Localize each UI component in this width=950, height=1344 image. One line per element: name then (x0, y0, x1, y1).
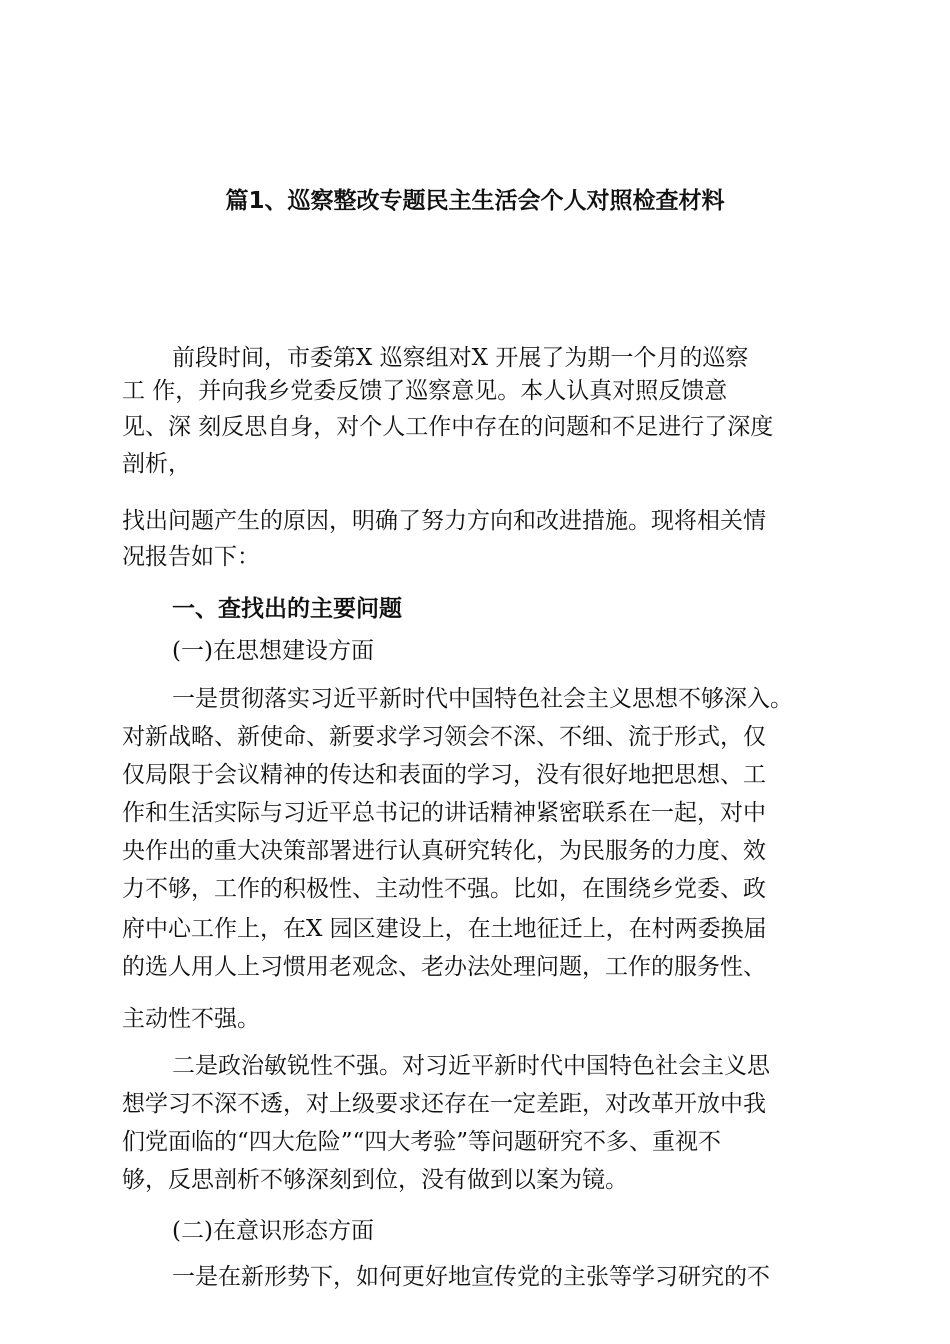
paragraph-line: 对新战略、新使命、新要求学习领会不深、不细、流于形式，仅 (122, 724, 766, 750)
paragraph-line: 够，反思剖析不够深刻到位，没有做到以案为镜。 (122, 1167, 628, 1193)
paragraph-line: 们党面临的“四大危险”“四大考验”等问题研究不多、重视不 (122, 1129, 722, 1155)
paragraph-line: 见、深 刻反思自身，对个人工作中存在的问题和不足进行了深度 (122, 414, 774, 440)
paragraph-line: 工 作，并向我乡党委反馈了巡察意见。本人认真对照反馈意 (122, 378, 728, 404)
paragraph-line: 一是在新形势下，如何更好地宣传党的主张等学习研究的不 (172, 1264, 770, 1290)
paragraph-line: 作和生活实际与习近平总书记的讲话精神紧密联系在一起，对中 (122, 800, 766, 826)
paragraph-line: 力不够，工作的积极性、主动性不强。比如，在围绕乡党委、政 (122, 876, 766, 902)
paragraph-line: 的选人用人上习惯用老观念、老办法处理问题，工作的服务性、 (122, 954, 766, 980)
paragraph-line: 一是贯彻落实习近平新时代中国特色社会主义思想不够深入。 (172, 686, 793, 712)
subsection-heading: (二)在意识形态方面 (172, 1218, 374, 1244)
paragraph-line: 况报告如下： (122, 544, 260, 570)
section-heading: 一、查找出的主要问题 (172, 596, 402, 622)
paragraph-line: 二是政治敏锐性不强。对习近平新时代中国特色社会主义思 (172, 1053, 770, 1079)
paragraph-line: 央作出的重大决策部署进行认真研究转化，为民服务的力度、效 (122, 838, 766, 864)
paragraph-line: 仅局限于会议精神的传达和表面的学习，没有很好地把思想、工 (122, 762, 766, 788)
subsection-heading: (一)在思想建设方面 (172, 638, 374, 664)
paragraph-line: 府中心工作上，在X 园区建设上，在土地征迁上，在村两委换届 (122, 916, 767, 942)
paragraph-line: 找出问题产生的原因，明确了努力方向和改进措施。现将相关情 (122, 508, 766, 534)
paragraph-line: 想学习不深不透，对上级要求还存在一定差距，对改革开放中我 (122, 1091, 766, 1117)
document-title: 篇1、巡察整改专题民主生活会个人对照检查材料 (225, 188, 725, 214)
paragraph-line: 主动性不强。 (122, 1006, 260, 1032)
paragraph-line: 前段时间，市委第X 巡察组对X 开展了为期一个月的巡察 (172, 345, 749, 371)
paragraph-line: 剖析， (122, 451, 191, 477)
